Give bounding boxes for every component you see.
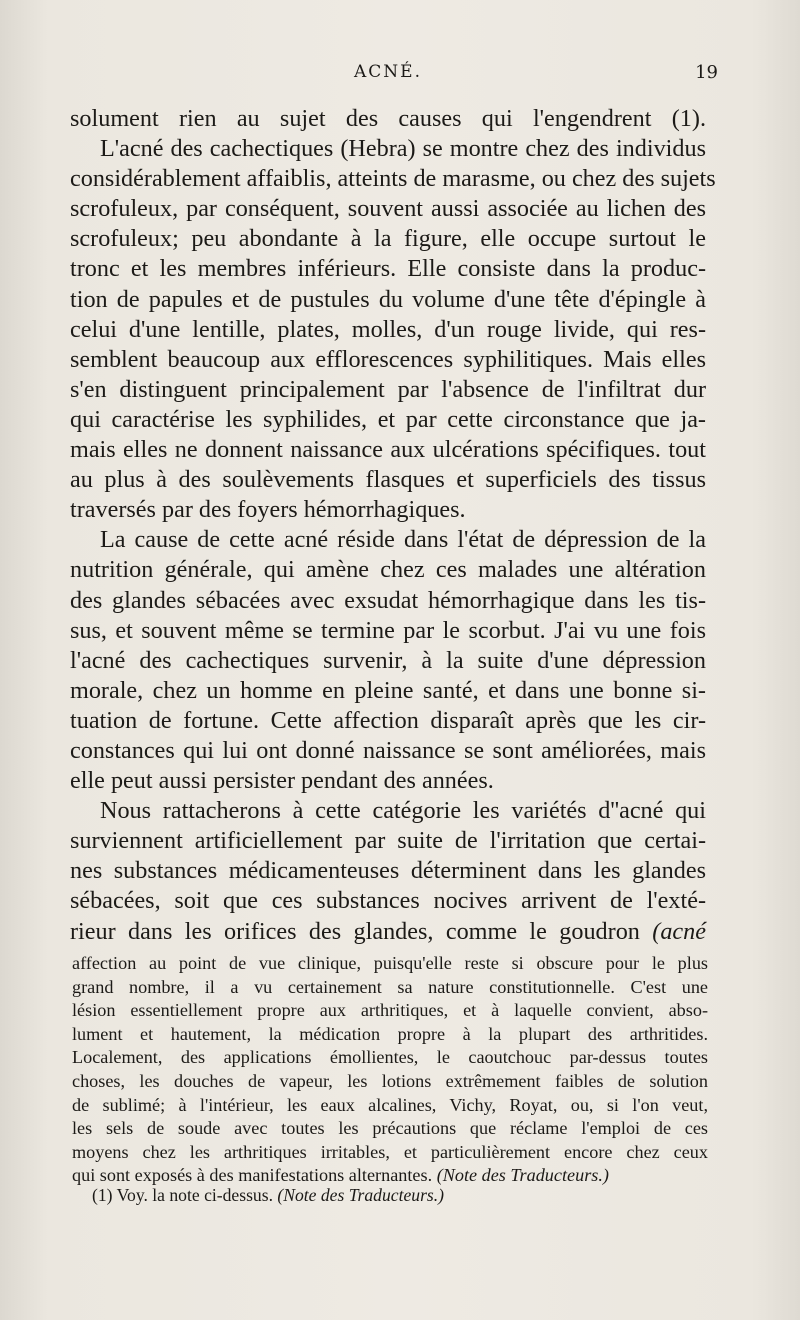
- note-signature: (Note des Traducteurs.): [436, 1165, 609, 1186]
- text-line: des glandes sébacées avec exsudat hémorrhagique dans les tis-: [70, 586, 706, 614]
- text-line: semblent beaucoup aux efflorescences syphilitiques. Mais elles: [70, 345, 706, 373]
- text-line: elle peut aussi persister pendant des années.: [70, 767, 494, 795]
- note-line: grand nombre, il a vu certainement sa nature constitutionnelle. C'est une: [72, 976, 708, 997]
- footnote-text: (1) Voy. la note ci-dessus.: [92, 1185, 273, 1205]
- note-line: choses, les douches de vapeur, les lotions extrêmement faibles de solution: [72, 1070, 708, 1091]
- text-line: s'en distinguent principalement par l'absence de l'infiltrat dur: [70, 375, 706, 403]
- text-line: sus, et souvent même se termine par le scorbut. J'ai vu une fois: [70, 616, 706, 644]
- note-line: les sels de soude avec toutes les précautions que réclame l'emploi de ces: [72, 1118, 708, 1139]
- text-line: mais elles ne donnent naissance aux ulcérations spécifiques. tout: [70, 436, 706, 464]
- text-line: au plus à des soulèvements flasques et superficiels des tissus: [70, 466, 706, 494]
- text-line: L'acné des cachectiques (Hebra) se montre chez des individus: [100, 135, 706, 163]
- text-line: sébacées, soit que ces substances nocives arrivent de l'exté-: [70, 887, 706, 915]
- note-line: qui sont exposés à des manifestations alternantes.: [72, 1165, 433, 1186]
- main-text: [70, 104, 716, 947]
- running-title: ACNÉ.: [354, 62, 422, 82]
- text-line-with-italic: [70, 917, 706, 947]
- translator-note: [72, 952, 708, 1188]
- note-line: de sublimé; à l'intérieur, les eaux alcalines, Vichy, Royat, ou, si l'on veut,: [72, 1094, 708, 1115]
- footnote-signature: (Note des Traducteurs.): [277, 1185, 445, 1205]
- page-number: 19: [695, 62, 718, 83]
- text-line: scrofuleux; peu abondante à la figure, elle occupe surtout le: [70, 225, 706, 253]
- text-line: tion de papules et de pustules du volume d'une tête d'épingle à: [70, 285, 706, 313]
- text-line: La cause de cette acné réside dans l'état de dépression de la: [100, 526, 706, 554]
- note-line: Localement, des applications émollientes, le caoutchouc par-dessus toutes: [72, 1047, 708, 1068]
- text-line: constances qui lui ont donné naissance se sont améliorées, mais: [70, 736, 706, 764]
- text-line: l'acné des cachectiques survenir, à la suite d'une dépression: [70, 646, 706, 674]
- text-line: tuation de fortune. Cette affection disparaît après que les cir-: [70, 706, 706, 734]
- text-line: Nous rattacherons à cette catégorie les variétés d''acné qui: [100, 797, 706, 825]
- text-line: traversés par des foyers hémorrhagiques.: [70, 496, 466, 524]
- text-line: celui d'une lentille, plates, molles, d'un rouge livide, qui res-: [70, 315, 706, 343]
- text-line: scrofuleux, par conséquent, souvent aussi associée au lichen des: [70, 195, 706, 223]
- footnote: [92, 1184, 444, 1206]
- text-line: considérablement affaiblis, atteints de marasme, ou chez des sujets: [70, 165, 716, 193]
- note-line: affection au point de vue clinique, puisqu'elle reste si obscure pour le plus: [72, 953, 708, 973]
- text-line: surviennent artificiellement par suite de l'irritation que certai-: [70, 827, 706, 855]
- note-line: lésion essentiellement propre aux arthritiques, et à laquelle convient, abso-: [72, 1000, 708, 1021]
- italic-continuation: (acné: [652, 917, 706, 945]
- note-line: lument et hautement, la médication propre à la plupart des arthritides.: [72, 1023, 708, 1044]
- text-line: qui caractérise les syphilides, et par cette circonstance que ja-: [70, 405, 706, 433]
- text-line: nes substances médicamenteuses déterminent dans les glandes: [70, 857, 706, 885]
- text-line: nutrition générale, qui amène chez ces malades une altération: [70, 556, 706, 584]
- page-header: [70, 62, 718, 88]
- text-line: solument rien au sujet des causes qui l'engendrent (1).: [70, 105, 706, 132]
- text-line: tronc et les membres inférieurs. Elle consiste dans la produc-: [70, 255, 706, 283]
- text-line: rieur dans les orifices des glandes, comme le goudron: [70, 917, 640, 945]
- note-line: moyens chez les arthritiques irritables, et particulièrement encore chez ceux: [72, 1141, 708, 1162]
- text-line: morale, chez un homme en pleine santé, et dans une bonne si-: [70, 676, 706, 704]
